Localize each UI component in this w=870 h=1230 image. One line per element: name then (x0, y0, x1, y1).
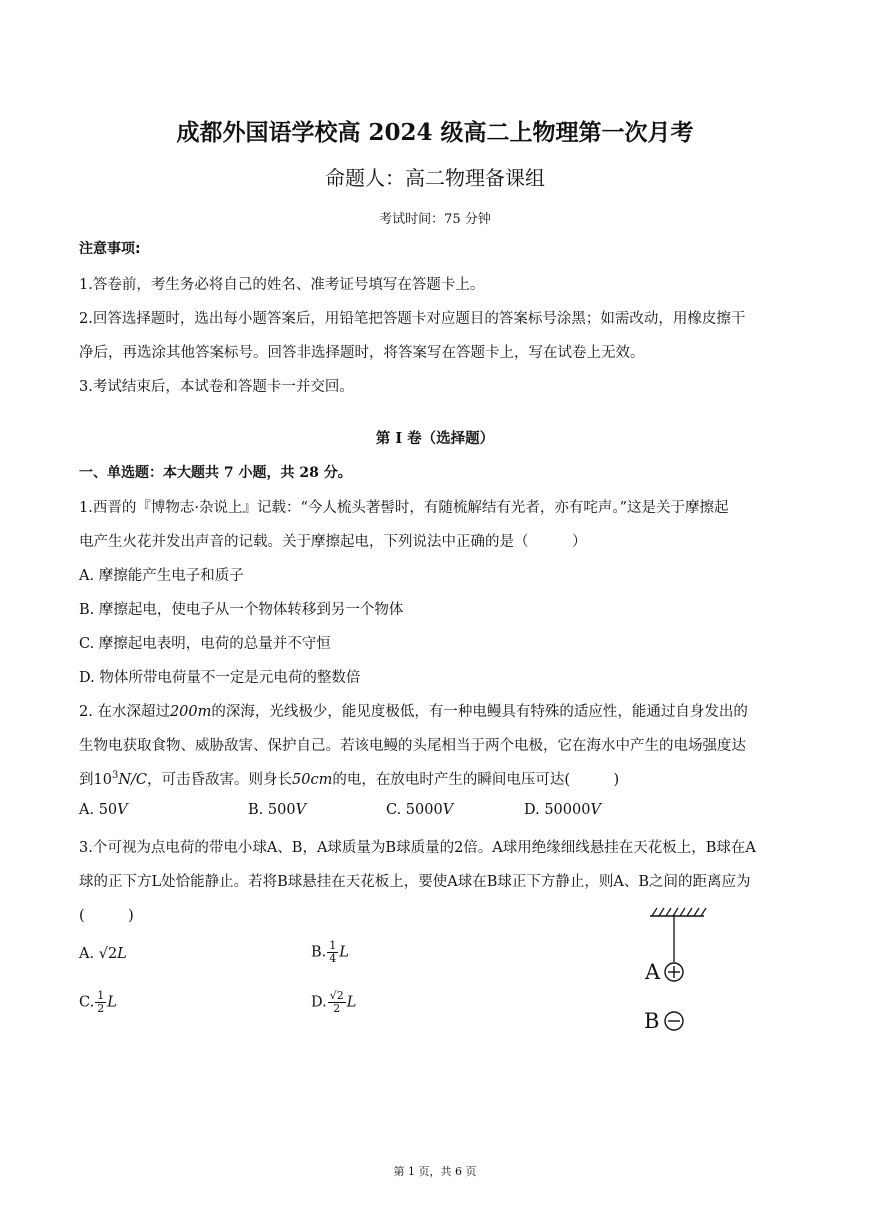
q2-field-unit: N/C (118, 772, 147, 788)
q3-charge-diagram (640, 900, 720, 1040)
fraction-numerator: 1 (329, 939, 337, 952)
q2-unit: V (117, 802, 128, 818)
q3-option-b-label: B. (311, 944, 327, 961)
q3-length-symbol: L (117, 946, 127, 962)
q2-depth: 200m (169, 704, 212, 720)
q2-unit: V (295, 802, 307, 818)
q2-option-c (386, 802, 453, 818)
q3-option-c-label: C. (79, 994, 95, 1011)
q1-stem-line-2: 电产生火花并发出声音的记载。关于摩擦起电，下列说法中正确的是（ ） (79, 534, 587, 550)
notice-item-2-line-1: 2.回答选择题时，选出每小题答案后，用铅笔把答题卡对应题目的答案标号涂黑；如需改动，用橡皮擦干 (79, 311, 746, 327)
q3-length-symbol: L (346, 994, 357, 1011)
q3-option-d (311, 990, 356, 1015)
q2-text: 到 (79, 772, 94, 788)
q1-option-d: D. 物体所带电荷量不一定是元电荷的整数倍 (79, 670, 361, 686)
part-one-heading: 一、单选题：本大题共 7 小题，共 28 分。 (79, 465, 352, 481)
exam-time: 考试时间：75 分钟 (379, 212, 491, 227)
q2-option-b-value: B. 500 (248, 802, 296, 818)
q2-length: 50cm (292, 772, 333, 788)
q2-stem-line-1 (79, 700, 748, 721)
notice-item-3: 3.考试结束后，本试卷和答题卡一并交回。 (79, 379, 354, 395)
positive-charge-icon (665, 963, 683, 981)
q3-length-symbol: L (107, 994, 117, 1011)
q2-unit: V (442, 802, 454, 818)
q2-field-exponent: 3 (111, 770, 119, 782)
q3-stem-line-2: 球的正下方L处恰能静止。若将B球悬挂在天花板上，要使A球在B球正下方静止，则A、B之间的距离应为 (79, 874, 751, 890)
notice-item-1: 1.答卷前，考生务必将自己的姓名、准考证号填写在答题卡上。 (79, 277, 485, 293)
q3-option-b (311, 940, 349, 965)
exam-author: 命题人：高二物理备课组 (325, 166, 545, 190)
q2-text: 2. 在水深超过 (79, 704, 170, 720)
q3-option-d-fraction (328, 990, 346, 1015)
ceiling-hatch (650, 908, 706, 916)
q2-stem-line-3 (79, 768, 619, 789)
charge-a-label: A (645, 960, 661, 984)
q2-text: 的深海，光线极少，能见度极低，有一种电鳗具有特殊的适应性，能通过自身发出的 (211, 704, 748, 720)
q2-text: 的电，在放电时产生的瞬间电压可达( ) (332, 772, 620, 788)
exam-title: 成都外国语学校高 2024 级高二上物理第一次月考 (176, 119, 694, 146)
section-title: 第 I 卷（选择题） (375, 430, 495, 447)
q2-stem-line-2: 生物电获取食物、威胁敌害、保护自己。若该电鳗的头尾相当于两个电极，它在海水中产生的电场强度达 (79, 738, 746, 754)
q1-stem-line-1: 1.西晋的『博物志·杂说上』记载：“今人梳头著髻时，有随梳解结有光者，亦有咤声。”这是关于摩擦起 (79, 500, 729, 516)
fraction-numerator: 1 (97, 989, 105, 1002)
q3-option-d-label: D. (311, 994, 327, 1011)
q1-option-c: C. 摩擦起电表明，电荷的总量并不守恒 (79, 636, 331, 652)
notice-heading: 注意事项: (79, 241, 141, 257)
charge-b-label: B (644, 1009, 660, 1033)
fraction-denominator: 2 (333, 1002, 341, 1015)
q3-option-a-label: A. (79, 946, 99, 962)
q2-option-d (524, 802, 601, 818)
q3-option-c (79, 990, 117, 1015)
q3-stem-line-3: ( ) (79, 908, 134, 924)
q3-option-a-sqrt: √2 (98, 946, 118, 962)
fraction-numerator: √2 (329, 989, 344, 1002)
page-footer: 第 1 页，共 6 页 (393, 1165, 477, 1178)
notice-item-2-line-2: 净后，再选涂其他答案标号。回答非选择题时，将答案写在答题卡上，写在试卷上无效。 (79, 345, 645, 361)
q2-option-d-value: D. 50000 (524, 802, 591, 818)
q2-option-a-value: A. 50 (79, 802, 118, 818)
q2-unit: V (590, 802, 601, 818)
q2-field-base: 10 (93, 772, 112, 788)
negative-charge-icon (665, 1012, 683, 1030)
fraction-denominator: 2 (97, 1002, 105, 1015)
q3-option-c-fraction (95, 990, 106, 1015)
fraction-denominator: 4 (329, 952, 337, 965)
q3-stem-line-1: 3.个可视为点电荷的带电小球A、B，A球质量为B球质量的2倍。A球用绝缘细线悬挂在天花板上，B球在A (79, 840, 756, 856)
q2-option-a (79, 802, 128, 818)
q1-option-a: A. 摩擦能产生电子和质子 (79, 568, 244, 584)
q3-length-symbol: L (339, 944, 349, 961)
q1-option-b: B. 摩擦起电，使电子从一个物体转移到另一个物体 (79, 602, 404, 618)
q2-text: ，可击昏敌害。则身长 (147, 772, 292, 788)
q2-option-c-value: C. 5000 (386, 802, 443, 818)
q3-option-a (79, 946, 127, 962)
q2-option-b (248, 802, 306, 818)
q3-option-b-fraction (327, 940, 338, 965)
